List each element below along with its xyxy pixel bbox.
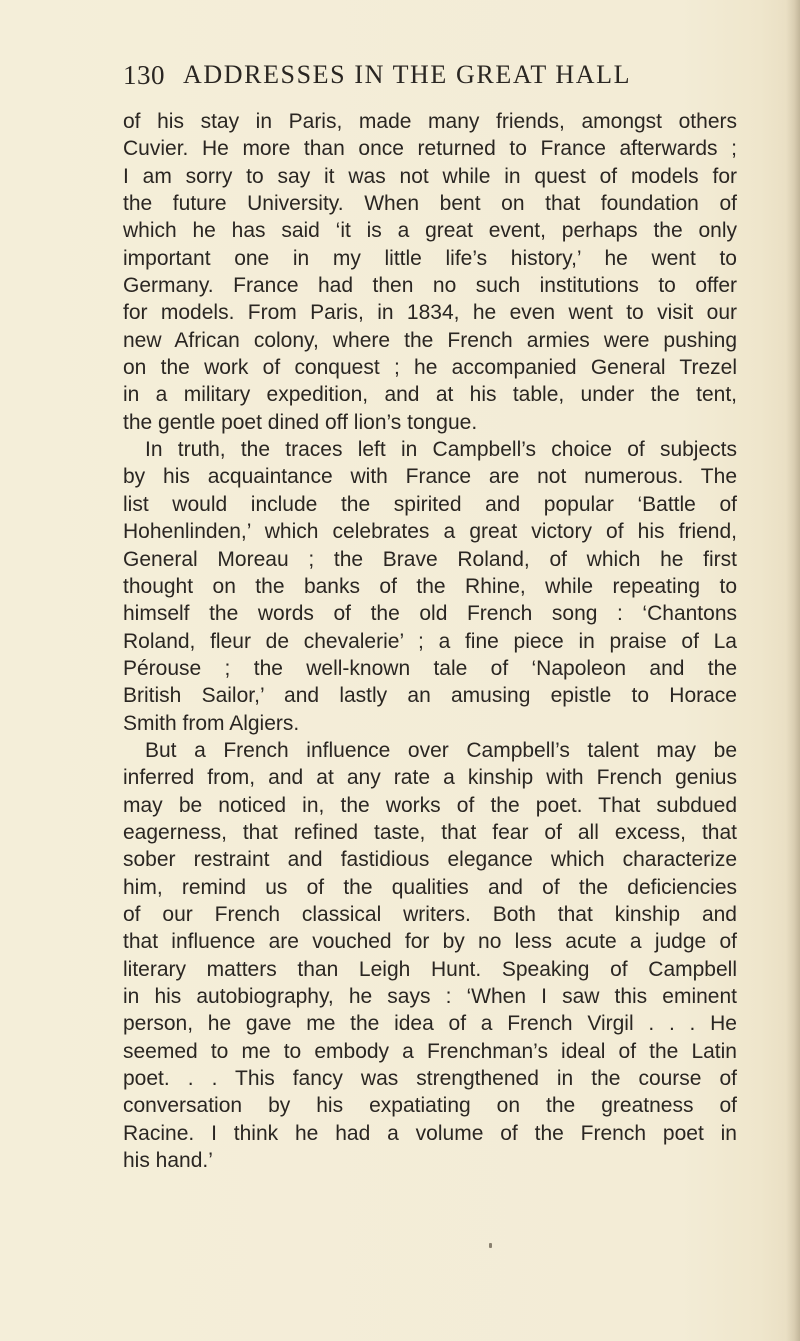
text-line: conversation by his expatiating on the greatness of (123, 1094, 737, 1118)
text-line: Roland, fleur de chevalerie’ ; a fine piece in praise of La (123, 629, 737, 653)
text-line: person, he gave me the idea of a French Virgil . . . He (123, 1012, 737, 1036)
text-line: But a French influence over Campbell’s talent may be (145, 738, 737, 762)
text-line: seemed to me to embody a Frenchman’s ideal of the Latin (123, 1039, 737, 1063)
body-text (123, 108, 737, 1174)
text-line: General Moreau ; the Brave Roland, of which he first (123, 547, 737, 571)
text-line: Cuvier. He more than once returned to France afterwards ; (123, 137, 737, 161)
text-line: Racine. I think he had a volume of the French poet in (123, 1121, 737, 1145)
text-line: I am sorry to say it was not while in quest of models for (123, 164, 737, 188)
text-line: important one in my little life’s history,’ he went to (123, 246, 737, 270)
text-line: inferred from, and at any rate a kinship with French genius (123, 766, 737, 790)
text-line: himself the words of the old French song : ‘Chantons (123, 602, 737, 626)
text-line: thought on the banks of the Rhine, while repeating to (123, 574, 737, 598)
text-line: in his autobiography, he says : ‘When I saw this eminent (123, 985, 737, 1008)
text-line: him, remind us of the qualities and of the deficiencies (123, 875, 737, 899)
text-line: British Sailor,’ and lastly an amusing epistle to Horace (123, 684, 737, 708)
text-line: on the work of conquest ; he accompanied General Trezel (123, 356, 737, 380)
paper-speck (489, 1243, 492, 1248)
page-number: 130 (123, 60, 165, 90)
text-line: which he has said ‘it is a great event, perhaps the only (123, 219, 737, 243)
text-line: literary matters than Leigh Hunt. Speaking of Campbell (123, 957, 737, 981)
text-line: the future University. When bent on that foundation of (123, 192, 737, 216)
text-line: of our French classical writers. Both that kinship and (123, 902, 737, 926)
text-line: In truth, the traces left in Campbell’s choice of subjects (145, 438, 737, 462)
text-line: sober restraint and fastidious elegance which characterize (123, 848, 737, 872)
text-line: his hand.’ (123, 1149, 213, 1173)
running-header (123, 60, 743, 94)
text-line: list would include the spirited and popular ‘Battle of (123, 492, 737, 516)
text-line: for models. From Paris, in 1834, he even went to visit our (123, 301, 737, 325)
text-line: of his stay in Paris, made many friends, amongst others (123, 110, 737, 133)
text-line: eagerness, that refined taste, that fear of all excess, that (123, 820, 737, 844)
text-line: Smith from Algiers. (123, 711, 300, 735)
text-line: may be noticed in, the works of the poet. That subdued (123, 793, 737, 817)
text-line: poet. . . This fancy was strengthened in the course of (123, 1067, 737, 1091)
text-line: Hohenlinden,’ which celebrates a great victory of his friend, (123, 520, 737, 544)
text-line: Germany. France had then no such institutions to offer (123, 274, 737, 298)
text-line: Pérouse ; the well-known tale of ‘Napoleon and the (123, 656, 737, 680)
text-line: in a military expedition, and at his table, under the tent, (123, 383, 737, 407)
text-line: that influence are vouched for by no less acute a judge of (123, 930, 737, 954)
text-line: the gentle poet dined off lion’s tongue. (123, 410, 478, 434)
running-title: ADDRESSES IN THE GREAT HALL (183, 60, 632, 89)
page-edge-shadow (786, 0, 800, 1341)
text-line: by his acquaintance with France are not numerous. The (123, 465, 737, 489)
text-line: new African colony, where the French armies were pushing (123, 328, 737, 352)
